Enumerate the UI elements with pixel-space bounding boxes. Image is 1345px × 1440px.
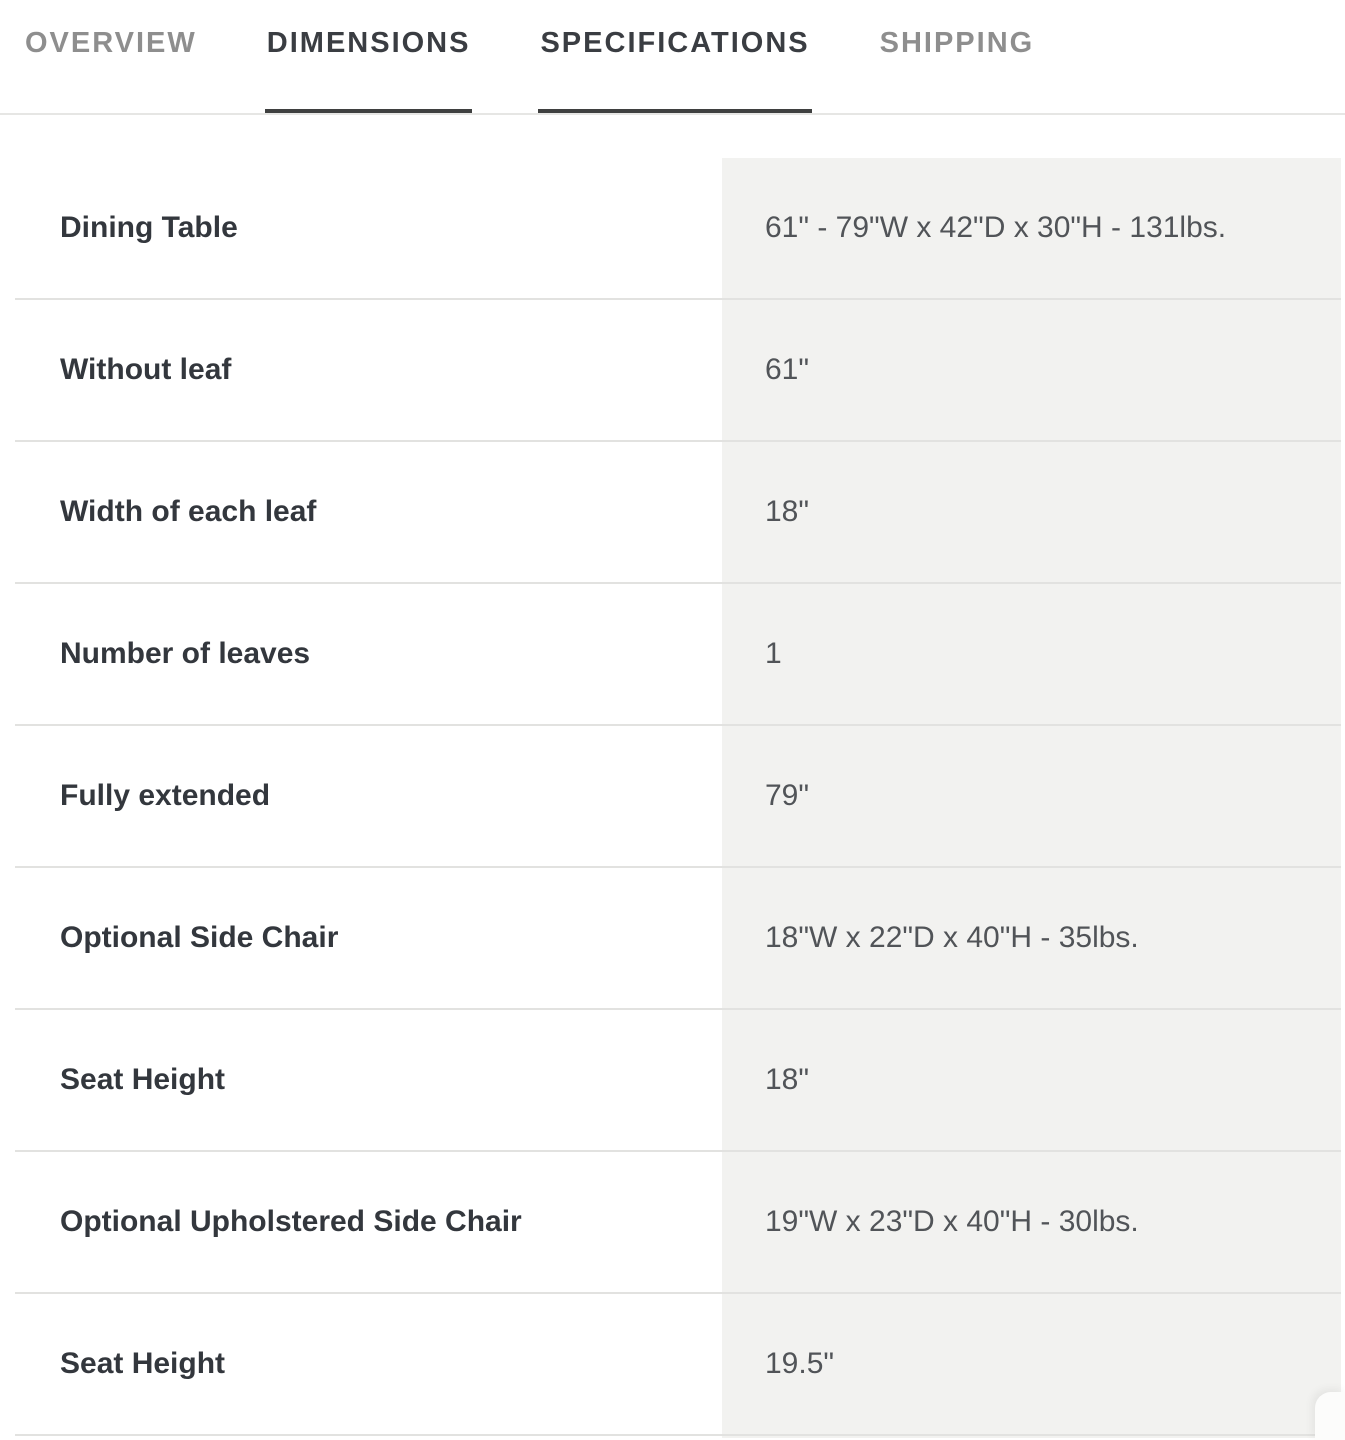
row-value: 79" [765,779,810,812]
row-label: Number of leaves [60,637,311,670]
table-row [15,442,1341,584]
row-value: 18"W x 22"D x 40"H - 35lbs. [765,921,1139,954]
table-row [15,868,1341,1010]
row-value: 61" [765,353,810,386]
table-row [15,1294,1341,1436]
tab-specifications[interactable]: SPECIFICATIONS [538,22,811,113]
row-value: 18" [765,495,810,528]
table-row [15,584,1341,726]
tab-shipping[interactable]: SHIPPING [878,22,1037,113]
row-label: Optional Side Chair [60,921,339,954]
row-value: 19.5" [765,1347,835,1380]
row-label: Dining Table [60,211,238,244]
row-label: Optional Upholstered Side Chair [60,1205,522,1238]
table-row [15,1010,1341,1152]
corner-widget[interactable] [1315,1392,1345,1440]
table-row [15,158,1341,300]
row-label: Width of each leaf [60,495,317,528]
row-label: Seat Height [60,1063,226,1096]
tab-bar [0,0,1345,115]
tab-overview[interactable]: OVERVIEW [23,22,199,113]
tab-dimensions[interactable]: DIMENSIONS [265,22,473,113]
dimensions-table [0,158,1345,1438]
row-value: 19"W x 23"D x 40"H - 30lbs. [765,1205,1139,1238]
dimensions-table-rows [0,158,1345,1436]
table-row [15,726,1341,868]
row-label: Without leaf [60,353,232,386]
row-label: Seat Height [60,1347,226,1380]
row-label: Fully extended [60,779,271,812]
row-value: 1 [765,637,782,670]
row-value: 61" - 79"W x 42"D x 30"H - 131lbs. [765,211,1227,244]
row-value: 18" [765,1063,810,1096]
table-row [15,1152,1341,1294]
table-row [15,300,1341,442]
